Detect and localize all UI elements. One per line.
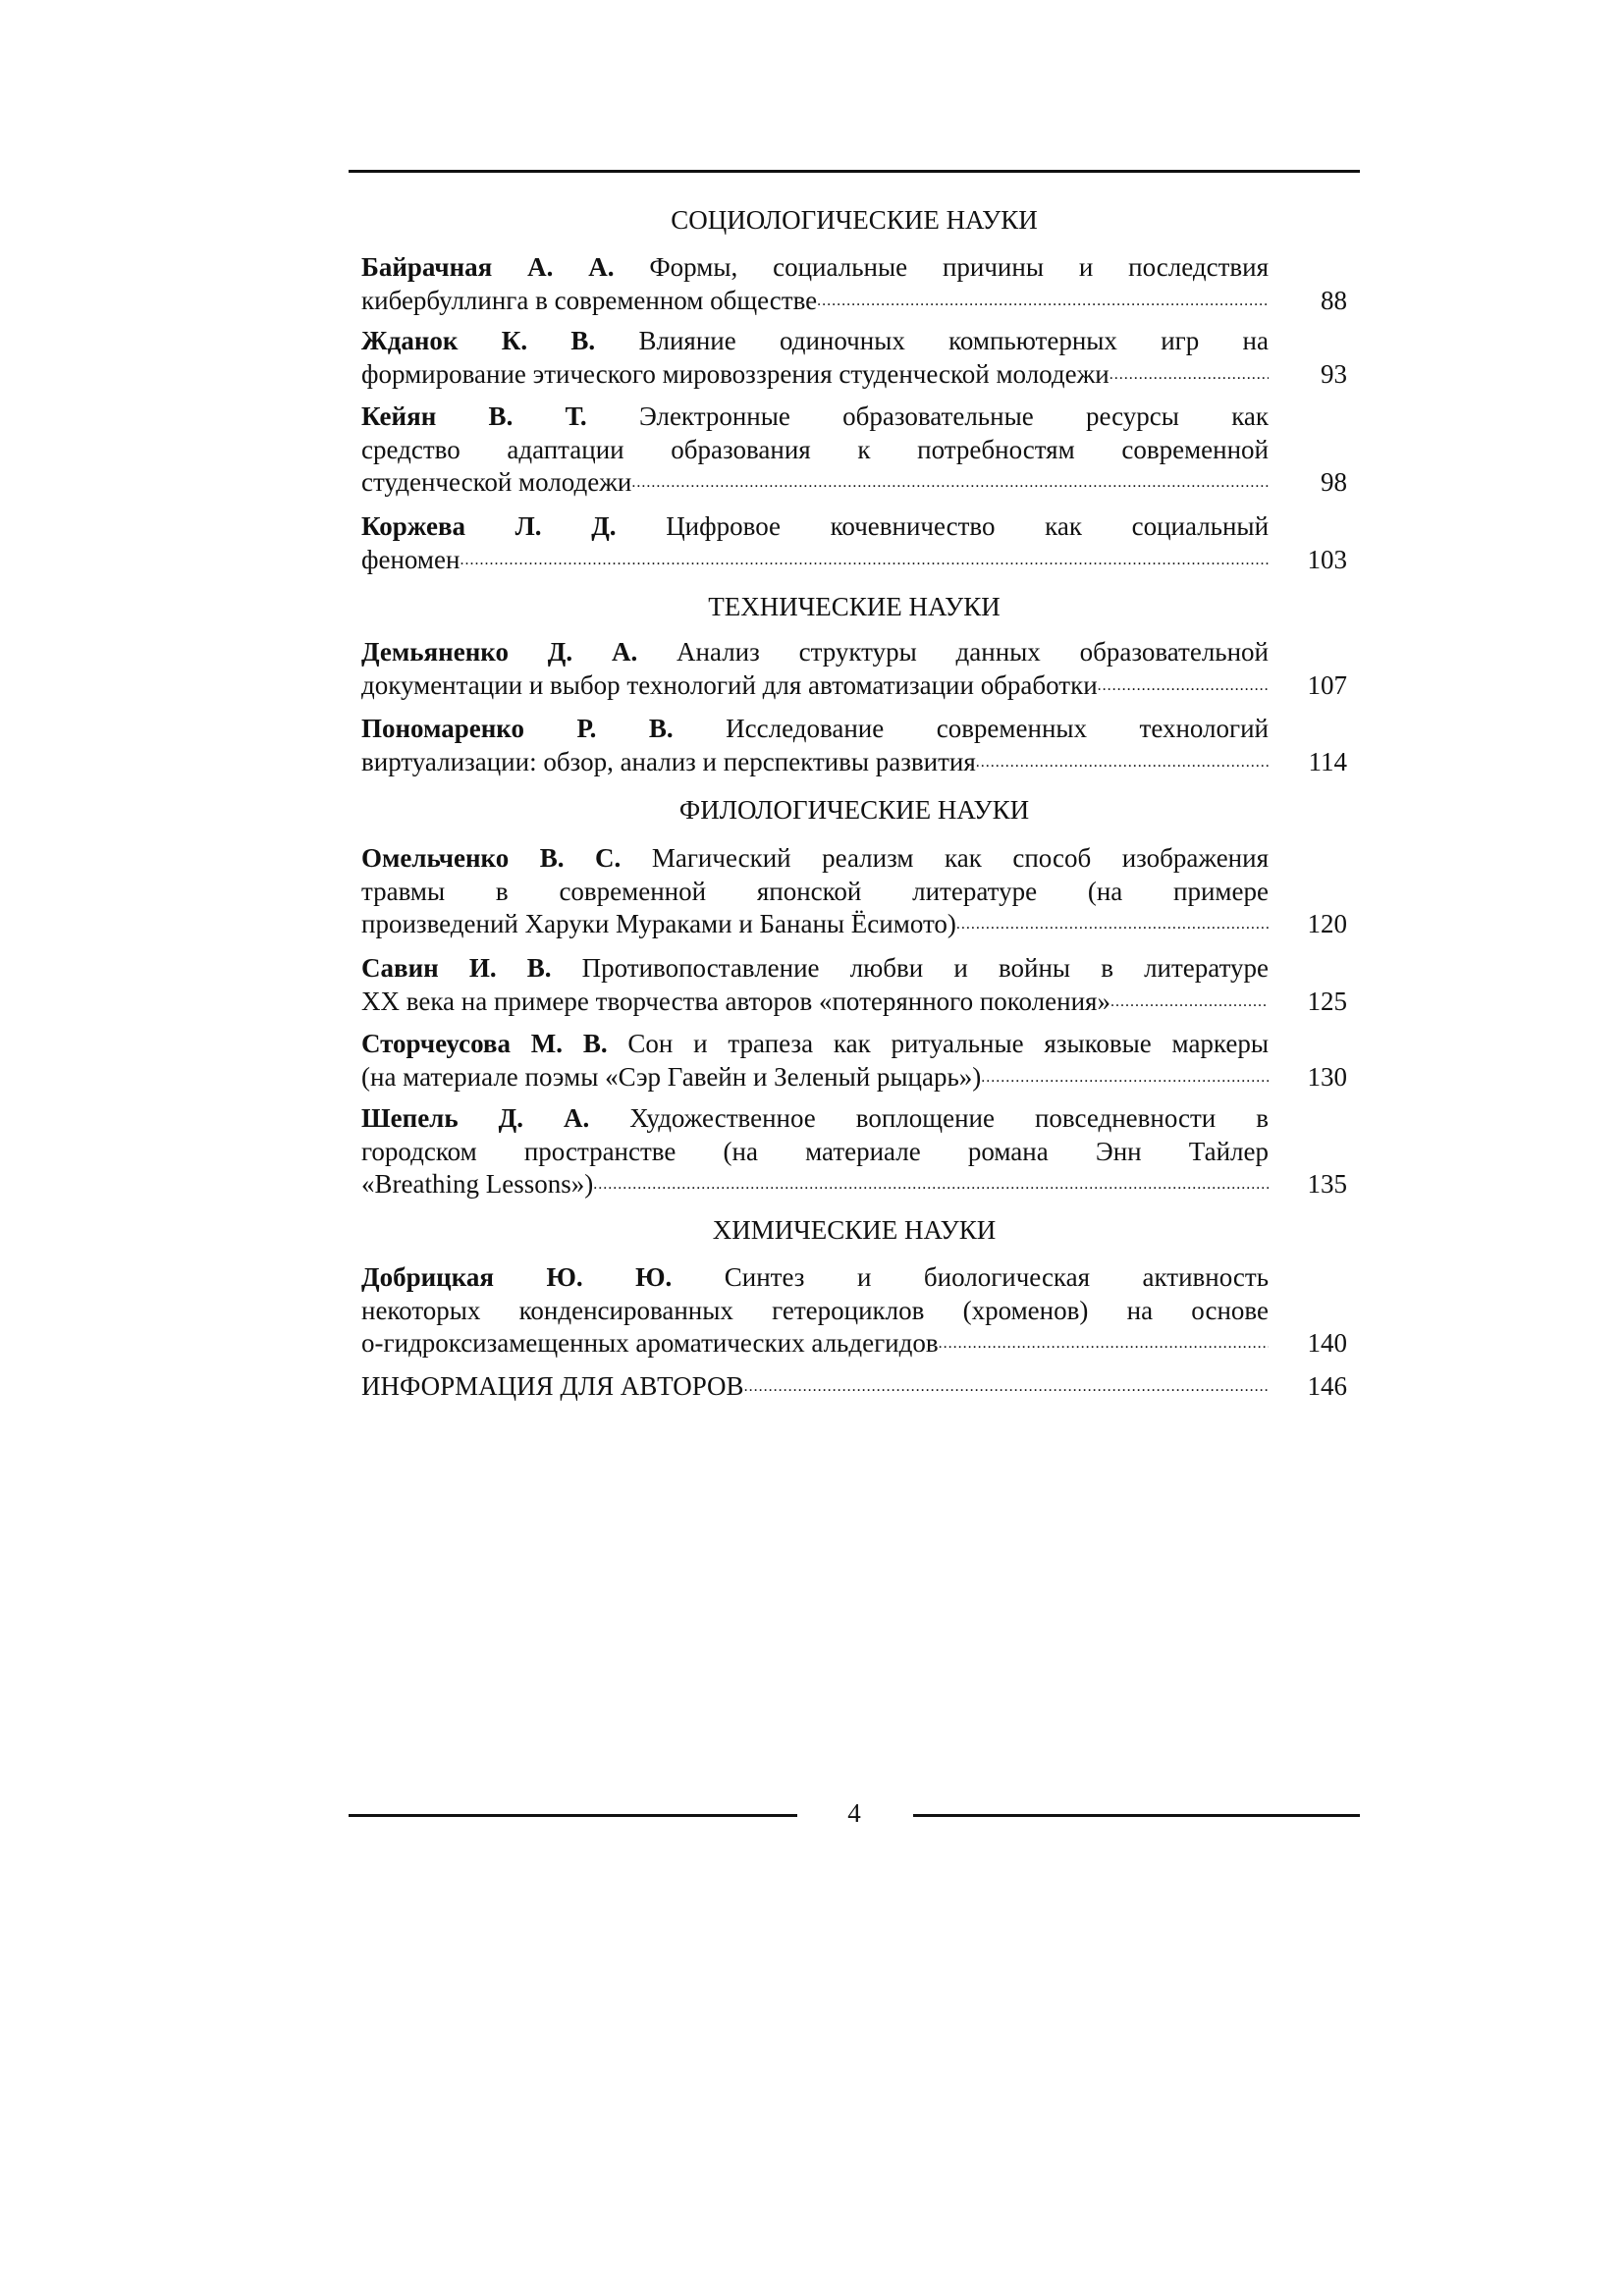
entry-last-line [361,908,1269,941]
entry-author: Савин И. В. [361,953,552,983]
dot-leader [817,285,1269,318]
entry-page-number: 140 [1307,1328,1347,1358]
dot-leader [460,544,1269,577]
toc-entry[interactable] [361,251,1347,317]
toc-entry[interactable] [361,1261,1347,1361]
entry-line [361,952,1269,986]
dot-leader [981,1061,1269,1095]
dot-leader [939,1327,1269,1361]
section-heading: ТЕХНИЧЕСКИЕ НАУКИ [708,592,1001,621]
footer-rule-right [913,1814,1360,1817]
entry-line [361,510,1269,544]
toc-entry[interactable] [361,952,1347,1018]
entry-title-line: формирование этического мировоззрения студенческой молодежи [361,358,1110,389]
entry-line [361,434,1269,467]
dot-leader [593,1168,1269,1201]
entry-author: Жданок К. В. [361,326,596,355]
entry-line [361,400,1269,434]
entry-last-line [361,1061,1269,1095]
entry-title-line: (на материале поэмы «Сэр Гавейн и Зеленый рыцарь») [361,1061,982,1092]
entry-line [361,1136,1269,1169]
entry-title-line: Исследование современных технологий [726,714,1269,743]
toc-entry[interactable] [361,842,1347,941]
entry-last-line [361,1168,1269,1201]
entry-title-line: XX века на примере творчества авторов «потерянного поколения» [361,986,1110,1016]
entry-line [361,1028,1269,1061]
entry-title-line: Электронные образовательные ресурсы как [639,401,1269,431]
toc-entry[interactable] [361,325,1347,391]
entry-page-number: 93 [1321,358,1347,389]
entry-title-line: о-гидроксизамещенных ароматических альдегидов [361,1328,939,1358]
entry-last-line [361,544,1269,577]
entry-author: Коржева Л. Д. [361,511,617,541]
header-rule [349,170,1360,173]
authors-info-label: ИНФОРМАЦИЯ ДЛЯ АВТОРОВ [361,1371,744,1401]
entry-author: Сторчеусова М. В. [361,1029,608,1058]
dot-leader [1110,986,1269,1019]
entry-title-line: виртуализации: обзор, анализ и перспективы развития [361,746,976,776]
entry-last-line [361,986,1269,1019]
entry-title-line: Формы, социальные причины и последствия [649,252,1269,282]
entry-last-line [361,746,1269,779]
entry-line [361,251,1269,285]
entry-title-line: Цифровое кочевничество как социальный [666,511,1269,541]
dot-leader [1110,358,1269,392]
entry-page-number: 103 [1307,544,1347,574]
entry-title-line: средство адаптации образования к потребностям современной [361,434,1269,464]
entry-title-line: городском пространстве (на материале романа Энн Тайлер [361,1136,1269,1166]
entry-title-line: Художественное воплощение повседневности в [629,1103,1269,1133]
section-heading: ФИЛОЛОГИЧЕСКИЕ НАУКИ [678,795,1030,825]
entry-author: Кейян В. Т. [361,401,587,431]
entry-title-line: травмы в современной японской литературе (на примере [361,876,1269,906]
entry-title-line: Магический реализм как способ изображения [651,843,1269,873]
entry-title-line: Противопоставление любви и войны в литературе [581,953,1269,983]
entry-title-line: феномен [361,544,460,574]
toc-entry[interactable] [361,636,1347,702]
entry-title-line: документации и выбор технологий для автоматизации обработки [361,669,1098,700]
entry-title-line: Анализ структуры данных образовательной [677,637,1269,667]
toc-entry[interactable] [361,400,1347,500]
toc-entry[interactable] [361,713,1347,778]
entry-title-line: студенческой молодежи [361,467,632,497]
entry-last-line [361,358,1269,392]
dot-leader [1098,669,1269,703]
dot-leader [956,908,1269,941]
entry-title-line: «Breathing Lessons») [361,1169,594,1199]
entry-title-line: Сон и трапеза как ритуальные языковые маркеры [627,1029,1269,1058]
entry-page-number: 146 [1307,1371,1347,1401]
entry-page-number: 125 [1307,986,1347,1016]
entry-line [361,1295,1269,1328]
entry-page-number: 135 [1307,1169,1347,1199]
entry-author: Добрицкая Ю. Ю. [361,1262,673,1292]
entry-title-line: некоторых конденсированных гетероциклов (хроменов) на основе [361,1295,1269,1325]
entry-page-number: 88 [1321,285,1347,315]
entry-title-line: Синтез и биологическая активность [724,1262,1269,1292]
entry-line [361,876,1269,909]
entry-title-line: кибербуллинга в современном обществе [361,285,818,315]
entry-author: Омельченко В. С. [361,843,622,873]
entry-page-number: 130 [1307,1061,1347,1092]
entry-author: Демьяненко Д. А. [361,637,638,667]
toc-entry[interactable] [361,1102,1347,1201]
dot-leader [631,466,1269,500]
entry-last-line [361,466,1269,500]
footer-rule-left [349,1814,797,1817]
entry-author: Шепель Д. А. [361,1103,590,1133]
page-number: 4 [847,1798,861,1828]
entry-line [361,636,1269,669]
entry-page-number: 120 [1307,909,1347,938]
entry-last-line [361,1370,1269,1404]
entry-last-line [361,1327,1269,1361]
dot-leader [744,1370,1269,1404]
entry-title-line: Влияние одиночных компьютерных игр на [638,326,1269,355]
section-heading: ХИМИЧЕСКИЕ НАУКИ [712,1215,997,1245]
entry-author: Байрачная А. А. [361,252,615,282]
entry-author: Пономаренко Р. В. [361,714,674,743]
entry-page-number: 98 [1321,467,1347,497]
entry-line [361,1261,1269,1295]
entry-last-line [361,285,1269,318]
entry-title-line: произведений Харуки Мураками и Бананы Ёсимото) [361,909,956,938]
entry-line [361,325,1269,358]
entry-line [361,1102,1269,1136]
entry-last-line [361,669,1269,703]
entry-page-number: 114 [1308,746,1347,776]
toc-entry[interactable] [361,510,1347,576]
entry-line [361,842,1269,876]
section-heading: СОЦИОЛОГИЧЕСКИЕ НАУКИ [671,205,1038,235]
toc-entry[interactable] [361,1028,1347,1094]
entry-page-number: 107 [1307,669,1347,700]
dot-leader [976,746,1269,779]
toc-entry-authors-info[interactable] [361,1370,1347,1404]
entry-line [361,713,1269,746]
